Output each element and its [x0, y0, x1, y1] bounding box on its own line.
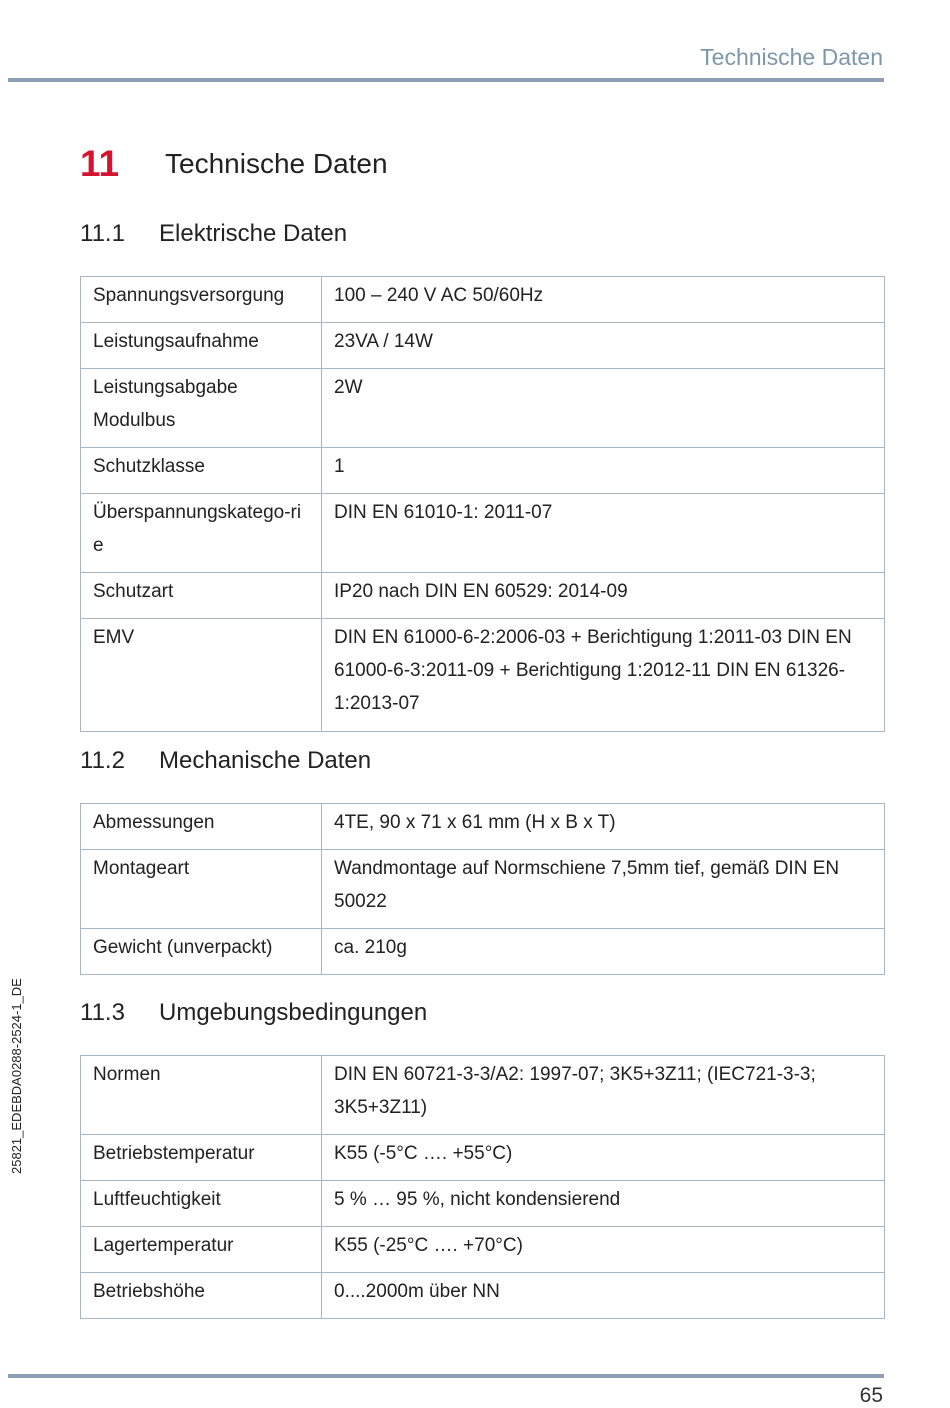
section-title: Elektrische Daten: [159, 220, 348, 247]
row-value: DIN EN 61000-6-2:2006-03 + Berichtigung 1:2011-03 DIN EN 61000-6-3:2011-09 + Berichtigung 1:2012-11 DIN EN 61326-1:2013-07: [322, 619, 885, 732]
section-number: 11.1: [80, 220, 125, 247]
row-label: Gewicht (unverpackt): [81, 929, 322, 975]
row-value: 100 – 240 V AC 50/60Hz: [322, 277, 885, 323]
section-heading-environment: [80, 997, 427, 1029]
environment-data-table: [80, 1055, 885, 1319]
header-rule: [8, 78, 884, 82]
row-label: Schutzart: [81, 573, 322, 619]
running-header-title: Technische Daten: [700, 44, 883, 70]
row-label: EMV: [81, 619, 322, 732]
section-number: 11.3: [80, 999, 125, 1026]
row-label: Leistungsaufnahme: [81, 323, 322, 369]
table-row: [81, 1135, 885, 1181]
row-value: Wandmontage auf Normschiene 7,5mm tief, gemäß DIN EN 50022: [322, 850, 885, 929]
row-label: Betriebstemperatur: [81, 1135, 322, 1181]
row-value: DIN EN 61010-1: 2011-07: [322, 494, 885, 573]
row-value: IP20 nach DIN EN 60529: 2014-09: [322, 573, 885, 619]
row-value: K55 (-25°C …. +70°C): [322, 1227, 885, 1273]
table-row: [81, 1181, 885, 1227]
table-row: [81, 1273, 885, 1319]
row-value: 4TE, 90 x 71 x 61 mm (H x B x T): [322, 804, 885, 850]
electrical-data-table: [80, 276, 885, 732]
row-value: 0....2000m über NN: [322, 1273, 885, 1319]
table-row: [81, 619, 885, 732]
row-label: Montageart: [81, 850, 322, 929]
table-row: [81, 804, 885, 850]
table-row: [81, 277, 885, 323]
row-label: Abmessungen: [81, 804, 322, 850]
row-label: Spannungsversorgung: [81, 277, 322, 323]
table-row: [81, 494, 885, 573]
chapter-number: 11: [80, 143, 120, 184]
row-value: 5 % … 95 %, nicht kondensierend: [322, 1181, 885, 1227]
row-value: 2W: [322, 369, 885, 448]
section-number: 11.2: [80, 747, 125, 774]
row-value: 1: [322, 448, 885, 494]
section-heading-mechanical: [80, 745, 371, 777]
table-row: [81, 323, 885, 369]
section-heading-electrical: [80, 218, 347, 250]
section-title: Mechanische Daten: [159, 747, 372, 774]
table-row: [81, 929, 885, 975]
table-row: [81, 1056, 885, 1135]
row-label: Überspannungskatego-rie: [81, 494, 322, 573]
chapter-title: Technische Daten: [165, 148, 388, 179]
row-value: K55 (-5°C …. +55°C): [322, 1135, 885, 1181]
row-label: Betriebshöhe: [81, 1273, 322, 1319]
row-label: Leistungsabgabe Modulbus: [81, 369, 322, 448]
row-value: 23VA / 14W: [322, 323, 885, 369]
row-label: Luftfeuchtigkeit: [81, 1181, 322, 1227]
page-number: 65: [859, 1384, 883, 1407]
table-row: [81, 573, 885, 619]
footer-rule: [8, 1374, 884, 1378]
chapter-heading: [80, 140, 388, 188]
section-title: Umgebungsbedingungen: [159, 999, 428, 1026]
row-label: Normen: [81, 1056, 322, 1135]
row-label: Schutzklasse: [81, 448, 322, 494]
mechanical-data-table: [80, 803, 885, 975]
document-code: 25821_EDEBDA0288-2524-1_DE: [9, 978, 24, 1174]
row-value: ca. 210g: [322, 929, 885, 975]
table-row: [81, 850, 885, 929]
table-row: [81, 369, 885, 448]
table-row: [81, 448, 885, 494]
row-value: DIN EN 60721-3-3/A2: 1997-07; 3K5+3Z11; (IEC721-3-3; 3K5+3Z11): [322, 1056, 885, 1135]
table-row: [81, 1227, 885, 1273]
row-label: Lagertemperatur: [81, 1227, 322, 1273]
